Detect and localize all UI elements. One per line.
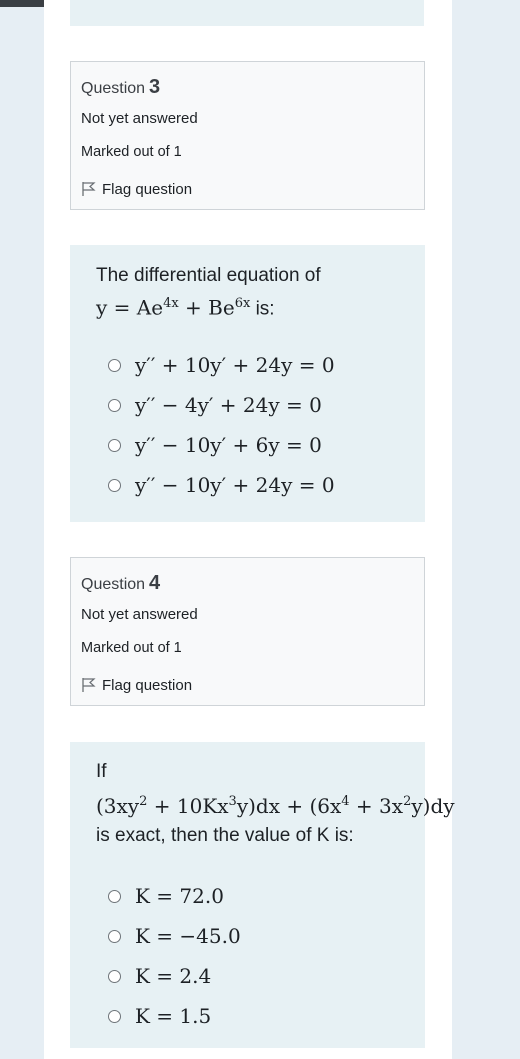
equation-part: (3xy (96, 794, 140, 818)
equation-exponent: 2 (139, 794, 148, 809)
equation-exponent: 3 (228, 794, 237, 809)
equation-exponent: 2 (403, 794, 412, 809)
question-state: Not yet answered (81, 606, 198, 623)
radio-button[interactable] (108, 1010, 121, 1023)
question-state: Not yet answered (81, 110, 198, 127)
question-number (81, 572, 414, 596)
question-label: Question (81, 80, 146, 97)
previous-question-content-edge (70, 0, 424, 26)
flag-question-link[interactable] (81, 674, 414, 696)
flag-question-label: Flag question (102, 676, 193, 694)
radio-button[interactable] (108, 439, 121, 452)
question-grade: Marked out of 1 (81, 144, 182, 160)
answer-label: K = 2.4 (135, 964, 212, 988)
equation-part: y = Ae (96, 295, 164, 320)
answer-label: K = −45.0 (135, 924, 241, 948)
equation-part: y)dx + (6x (236, 794, 342, 818)
question-info-3 (70, 61, 425, 210)
question-equation-line (96, 290, 399, 323)
answer-option[interactable] (96, 425, 399, 465)
answer-options (96, 876, 399, 1036)
radio-button[interactable] (108, 970, 121, 983)
answer-label: y′′ − 4y′ + 24y = 0 (135, 393, 322, 418)
equation-exponent: 4 (341, 794, 350, 809)
question-number (81, 76, 414, 100)
answer-option[interactable] (96, 385, 399, 425)
flag-question-link[interactable] (81, 178, 414, 200)
question-number-value: 4 (149, 572, 161, 594)
answer-option[interactable] (96, 465, 399, 505)
question-grade: Marked out of 1 (81, 640, 182, 656)
question-content-4 (70, 742, 455, 1048)
equation-part: + Be (178, 295, 235, 320)
flag-question-label: Flag question (102, 180, 193, 198)
answer-options (96, 345, 399, 505)
answer-label: y′′ − 10y′ + 24y = 0 (135, 473, 335, 498)
answer-option[interactable] (96, 996, 399, 1036)
radio-button[interactable] (108, 359, 121, 372)
question-suffix: is exact, then the value of K is: (96, 825, 354, 846)
flag-icon (81, 181, 96, 197)
radio-button[interactable] (108, 890, 121, 903)
answer-label: y′′ − 10y′ + 6y = 0 (135, 433, 322, 458)
question-intro: If (96, 761, 107, 782)
answer-option[interactable] (96, 345, 399, 385)
question-equation-line (96, 786, 455, 822)
question-text (96, 758, 455, 850)
answer-option[interactable] (96, 916, 399, 956)
radio-button[interactable] (108, 479, 121, 492)
question-label: Question (81, 576, 146, 593)
equation-part: + 3x (349, 794, 404, 818)
question-info-4 (70, 557, 425, 706)
answer-label: K = 72.0 (135, 884, 224, 908)
radio-button[interactable] (108, 399, 121, 412)
equation-exponent: 6x (234, 296, 251, 311)
equation-part: + 10Kx (147, 794, 229, 818)
answer-label: y′′ + 10y′ + 24y = 0 (135, 353, 335, 378)
answer-option[interactable] (96, 956, 399, 996)
answer-option[interactable] (96, 876, 399, 916)
equation-part: y)dy (411, 794, 455, 818)
question-intro: The differential equation of (96, 265, 321, 286)
question-number-value: 3 (149, 76, 161, 98)
answer-label: K = 1.5 (135, 1004, 212, 1028)
question-content-3 (70, 245, 425, 522)
flag-icon (81, 677, 96, 693)
equation-exponent: 4x (163, 296, 179, 311)
question-text (96, 262, 399, 323)
radio-button[interactable] (108, 930, 121, 943)
question-suffix: is: (250, 298, 275, 320)
